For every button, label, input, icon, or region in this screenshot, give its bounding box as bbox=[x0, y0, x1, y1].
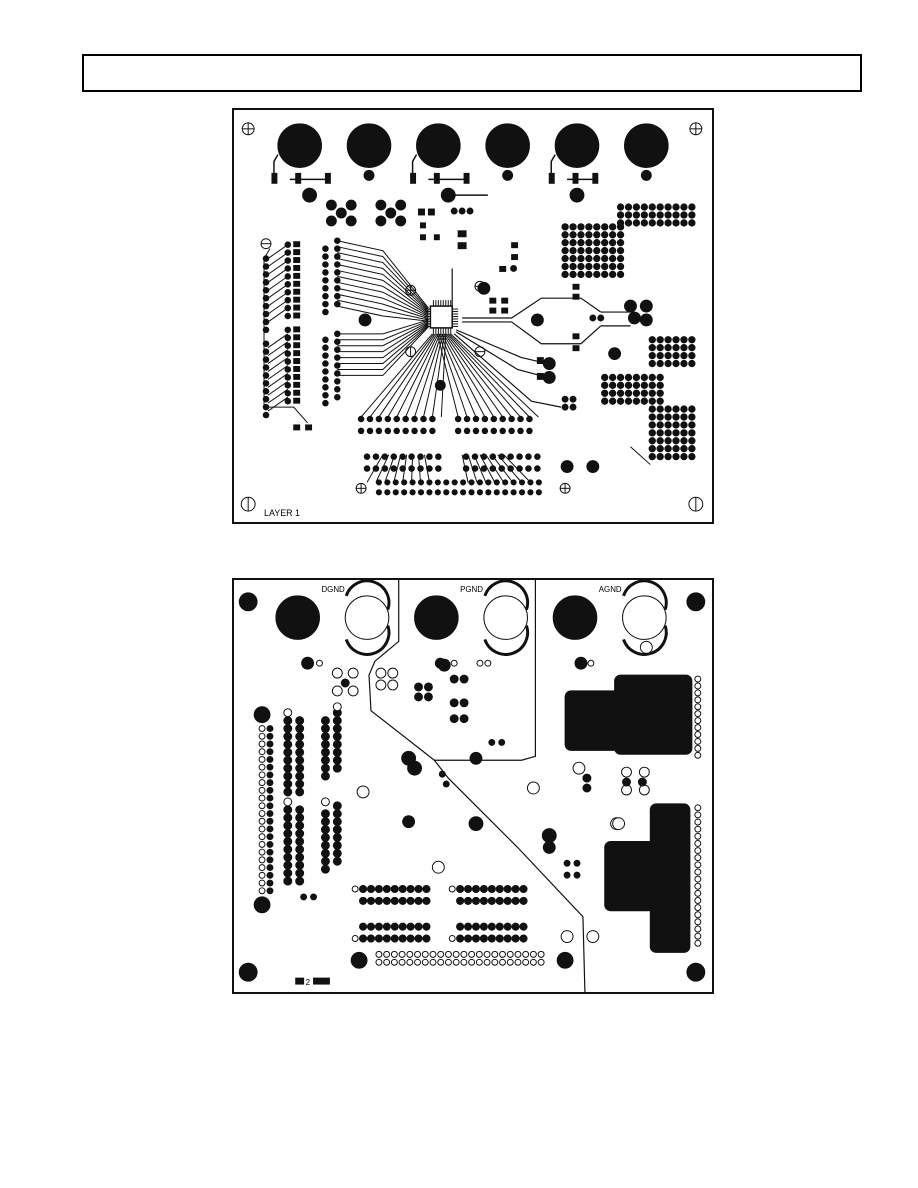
pcb-layer-2-panel bbox=[232, 578, 714, 994]
pcb-layer-1-artwork bbox=[234, 110, 712, 522]
pcb-layer-2-artwork bbox=[234, 580, 712, 992]
zone-label-agnd: AGND bbox=[598, 584, 622, 594]
layer-1-label: LAYER 1 bbox=[264, 508, 301, 519]
zone-label-pgnd: PGND bbox=[460, 584, 483, 594]
header-box bbox=[82, 54, 862, 92]
pcb-layer-1-panel bbox=[232, 108, 714, 524]
layer-2-label: 2 bbox=[305, 978, 311, 988]
zone-label-dgnd: DGND bbox=[321, 584, 345, 594]
